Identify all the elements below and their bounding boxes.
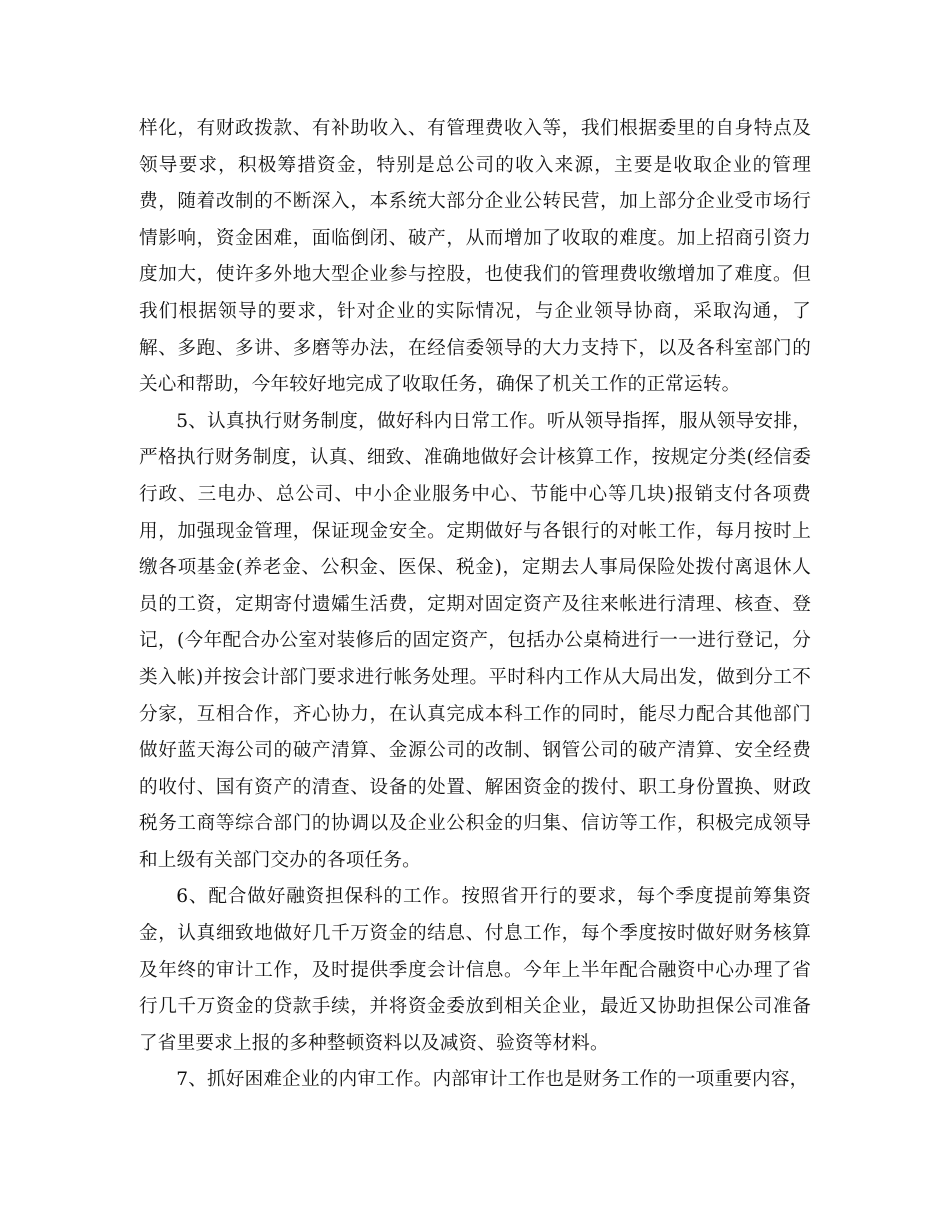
- paragraph-item-6: 6、配合做好融资担保科的工作。按照省开行的要求，每个季度提前筹集资金，认真细致地做好几千万资金的结息、付息工作，每个季度按时做好财务核算及年终的审计工作，及时提供季度会计信息。今年上半年配合融资中心办理了省行几千万资金的贷款手续，并将资金委放到相关企业，最近又协助担保公司准备了省里要求上报的多种整顿资料以及减资、验资等材料。: [139, 886, 811, 1054]
- paragraph-continuation: 样化，有财政拨款、有补助收入、有管理费收入等，我们根据委里的自身特点及领导要求，积极筹措资金，特别是总公司的收入来源，主要是收取企业的管理费，随着改制的不断深入，本系统大部分企业公转民营，加上部分企业受市场行情影响，资金困难，面临倒闭、破产，从而增加了收取的难度。加上招商引资力度加大，使许多外地大型企业参与控股，也使我们的管理费收缴增加了难度。但我们根据领导的要求，针对企业的实际情况，与企业领导协商，采取沟通，了解、多跑、多讲、多磨等办法，在经信委领导的大力支持下，以及各科室部门的关心和帮助，今年较好地完成了收取任务，确保了机关工作的正常运转。: [139, 118, 811, 396]
- paragraph-item-7: 7、抓好困难企业的内审工作。内部审计工作也是财务工作的一项重要内容，: [176, 1069, 809, 1091]
- paragraph-item-5: 5、认真执行财务制度，做好科内日常工作。听从领导指挥，服从领导安排，严格执行财务制度，认真、细致、准确地做好会计核算工作，按规定分类(经信委行政、三电办、总公司、中小企业服务中心、节能中心等几块)报销支付各项费用，加强现金管理，保证现金安全。定期做好与各银行的对帐工作，每月按时上缴各项基金(养老金、公积金、医保、税金)，定期去人事局保险处拨付离退休人员的工资，定期寄付遗孀生活费，定期对固定资产及往来帐进行清理、核查、登记，(今年配合办公室对装修后的固定资产，包括办公桌椅进行一一进行登记，分类入帐)并按会计部门要求进行帐务处理。平时科内工作从大局出发，做到分工不分家，互相合作，齐心协力，在认真完成本科工作的同时，能尽力配合其他部门做好蓝天海公司的破产清算、金源公司的改制、钢管公司的破产清算、安全经费的收付、国有资产的清查、设备的处置、解困资金的拨付、职工身份置换、财政税务工商等综合部门的协调以及企业公积金的归集、信访等工作，积极完成领导和上级有关部门交办的各项任务。: [139, 410, 811, 871]
- document-body: [139, 111, 811, 1099]
